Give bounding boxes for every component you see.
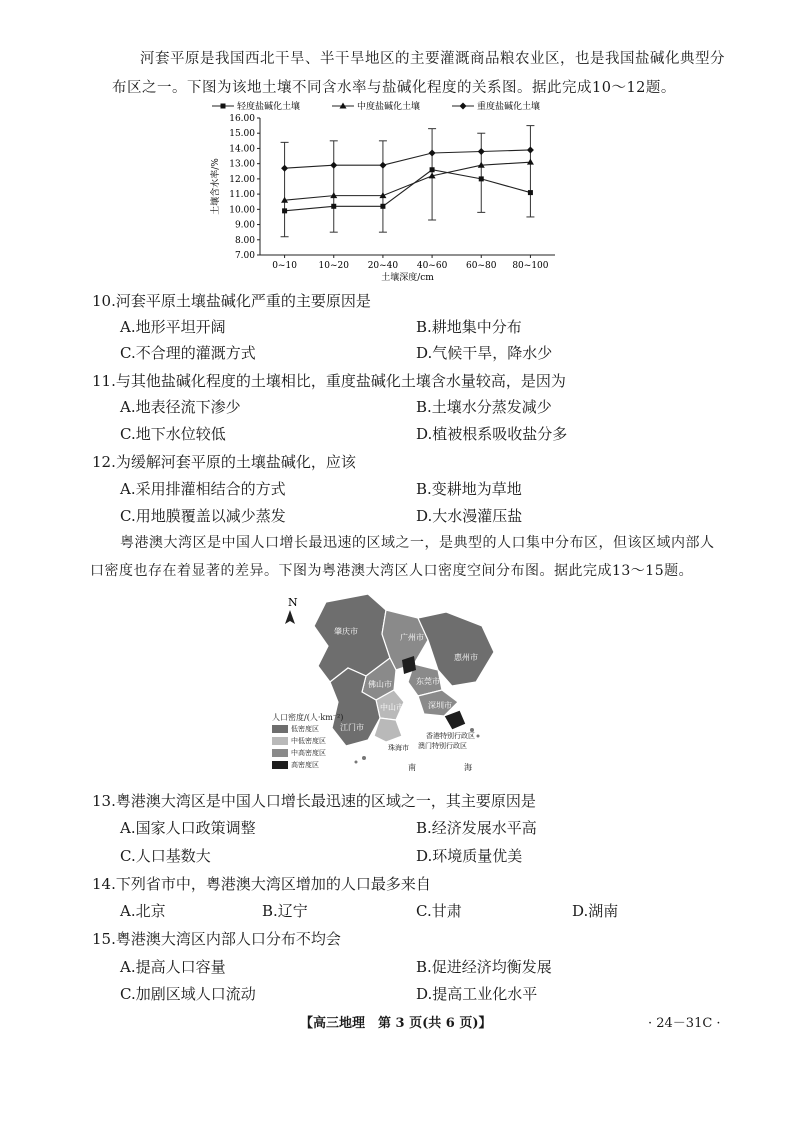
legend-label-high: 高密度区: [291, 761, 319, 769]
legend-label-mid-high: 中高密度区: [291, 749, 326, 757]
question-14-option-c[interactable]: C.甘肃: [416, 902, 462, 920]
map-label-dongguan: 东莞市: [416, 677, 440, 686]
map-legend-title: 人口密度/(人·km⁻²): [272, 713, 344, 722]
question-11-option-b[interactable]: B.土壤水分蒸发减少: [416, 398, 552, 416]
question-13-option-b[interactable]: B.经济发展水平高: [416, 819, 537, 837]
map-label-shenzhen: 深圳市: [428, 701, 452, 710]
question-10-option-b[interactable]: B.耕地集中分布: [416, 318, 522, 336]
passage2-line2: 口密度也存在着显著的差异。下图为粤港澳大湾区人口密度空间分布图。据此完成13～15题。: [90, 563, 694, 579]
page-footer-code: · 24－31C ·: [648, 1016, 721, 1031]
legend-label-mid-low: 中低密度区: [291, 737, 326, 745]
map-label-zhuhai: 珠海市: [388, 744, 409, 752]
map-label-huizhou: 惠州市: [454, 653, 478, 662]
map-legend-item-3: [272, 747, 372, 759]
passage2-line1: 粤港澳大湾区是中国人口增长最迅速的区域之一，是典型的人口集中分布区，但该区域内部人: [120, 535, 715, 551]
map-label-macau: 澳门特别行政区: [418, 742, 467, 750]
map-label-jiangmen: 江门市: [340, 723, 364, 732]
question-15-option-c[interactable]: C.加剧区域人口流动: [120, 985, 256, 1003]
legend-swatch-high: [272, 761, 288, 769]
y-tick-label: 15.00: [229, 129, 255, 140]
series-3-point: [429, 150, 436, 157]
series-1-point: [380, 204, 385, 209]
map-legend-item-2: [272, 735, 372, 747]
question-12-option-b[interactable]: B.变耕地为草地: [416, 480, 522, 498]
series-3-point: [379, 162, 386, 169]
question-10-option-d[interactable]: D.气候干旱，降水少: [416, 344, 553, 362]
map-legend: [272, 712, 372, 771]
north-arrow-icon: [285, 596, 298, 624]
soil-moisture-chart: [200, 100, 570, 286]
series-3-point: [281, 165, 288, 172]
question-15-option-a[interactable]: A.提高人口容量: [120, 958, 226, 976]
question-12-option-a[interactable]: A.采用排灌相结合的方式: [120, 480, 286, 498]
series-line-1: [285, 170, 531, 211]
series-1-point: [331, 204, 336, 209]
question-10-option-a[interactable]: A.地形平坦开阔: [120, 318, 226, 336]
x-tick-label: 40~60: [416, 261, 448, 271]
series-3-point: [527, 146, 534, 153]
series-3-point: [478, 148, 485, 155]
map-label-guangzhou: 广州市: [400, 633, 424, 642]
series-1-point: [430, 167, 435, 172]
y-tick-label: 13.00: [229, 159, 255, 170]
question-13-option-d[interactable]: D.环境质量优美: [416, 847, 523, 865]
question-15-option-b[interactable]: B.促进经济均衡发展: [416, 958, 552, 976]
series-line-2: [285, 162, 531, 200]
legend-swatch-low: [272, 725, 288, 733]
question-11-option-c[interactable]: C.地下水位较低: [120, 425, 226, 443]
passage1-line2: 布区之一。下图为该地土壤不同含水率与盐碱化程度的关系图。据此完成10～12题。: [112, 80, 676, 96]
question-15-option-d[interactable]: D.提高工业化水平: [416, 985, 538, 1003]
legend-swatch-mid-low: [272, 737, 288, 745]
question-14-stem: 14.下列省市中，粤港澳大湾区增加的人口最多来自: [92, 875, 431, 893]
question-12-option-d[interactable]: D.大水漫灌压盐: [416, 507, 523, 525]
question-12-stem: 12.为缓解河套平原的土壤盐碱化，应该: [92, 453, 356, 471]
chart-legend: [212, 100, 540, 112]
series-line-3: [285, 150, 531, 168]
legend-label-2: 中度盐碱化土壤: [357, 102, 421, 112]
question-11-stem: 11.与其他盐碱化程度的土壤相比，重度盐碱化土壤含水量较高，是因为: [92, 372, 566, 390]
map-label-sea-1: 南: [408, 763, 416, 772]
question-10-option-c[interactable]: C.不合理的灌溉方式: [120, 344, 256, 362]
map-label-zhaoqing: 肇庆市: [334, 627, 358, 636]
question-14-option-d[interactable]: D.湖南: [572, 902, 619, 920]
page-footer-center: 【高三地理 第 3 页(共 6 页)】: [300, 1016, 492, 1031]
y-tick-label: 16.00: [229, 114, 255, 124]
map-label-sea-2: 海: [464, 763, 472, 772]
x-tick-label: 60~80: [466, 261, 497, 271]
legend-marker-1: [221, 104, 226, 109]
x-tick-label: 80~100: [512, 261, 549, 271]
legend-label-low: 低密度区: [291, 725, 319, 733]
map-label-zhongshan: 中山市: [380, 703, 404, 712]
question-13-option-a[interactable]: A.国家人口政策调整: [120, 819, 256, 837]
svg-text:N: N: [288, 596, 298, 609]
series-2-point: [527, 159, 534, 165]
question-14-option-a[interactable]: A.北京: [120, 902, 166, 920]
y-axis-title: 土壤含水率/%: [211, 158, 221, 215]
question-13-stem: 13.粤港澳大湾区是中国人口增长最迅速的区域之一，其主要原因是: [92, 792, 536, 810]
x-tick-label: 0~10: [272, 261, 297, 271]
map-region-zhuhai: [374, 718, 402, 742]
question-11-option-a[interactable]: A.地表径流下渗少: [120, 398, 241, 416]
series-1-point: [528, 190, 533, 195]
y-tick-label: 10.00: [229, 205, 255, 216]
question-12-option-c[interactable]: C.用地膜覆盖以减少蒸发: [120, 507, 286, 525]
question-11-option-d[interactable]: D.植被根系吸收盐分多: [416, 425, 568, 443]
legend-label-3: 重度盐碱化土壤: [477, 102, 541, 112]
question-10-stem: 10.河套平原土壤盐碱化严重的主要原因是: [92, 292, 371, 310]
y-tick-label: 11.00: [229, 190, 255, 201]
y-tick-label: 12.00: [229, 174, 255, 185]
map-label-hongkong: 香港特别行政区: [426, 732, 475, 740]
x-tick-label: 10~20: [318, 261, 349, 271]
y-tick-label: 14.00: [229, 144, 255, 155]
chart-axes: [209, 114, 555, 283]
legend-marker-3: [460, 103, 467, 110]
passage1-line1: 河套平原是我国西北干旱、半干旱地区的主要灌溉商品粮农业区，也是我国盐碱化典型分: [140, 51, 725, 67]
y-tick-label: 7.00: [234, 251, 255, 261]
legend-swatch-mid-high: [272, 749, 288, 757]
map-legend-item-1: [272, 723, 372, 735]
question-15-stem: 15.粤港澳大湾区内部人口分布不均会: [92, 930, 341, 948]
series-1-point: [479, 176, 484, 181]
x-tick-label: 20~40: [367, 261, 399, 271]
map-label-foshan: 佛山市: [368, 680, 392, 689]
question-13-option-c[interactable]: C.人口基数大: [120, 847, 211, 865]
y-tick-label: 9.00: [234, 220, 255, 231]
series-1-point: [282, 208, 287, 213]
chart-plot: [281, 126, 535, 237]
y-tick-label: 8.00: [234, 235, 255, 246]
series-3-point: [330, 162, 337, 169]
legend-label-1: 轻度盐碱化土壤: [237, 102, 301, 112]
x-axis-title: 土壤深度/cm: [381, 273, 434, 283]
map-legend-item-4: [272, 759, 372, 771]
question-14-option-b[interactable]: B.辽宁: [262, 902, 308, 920]
